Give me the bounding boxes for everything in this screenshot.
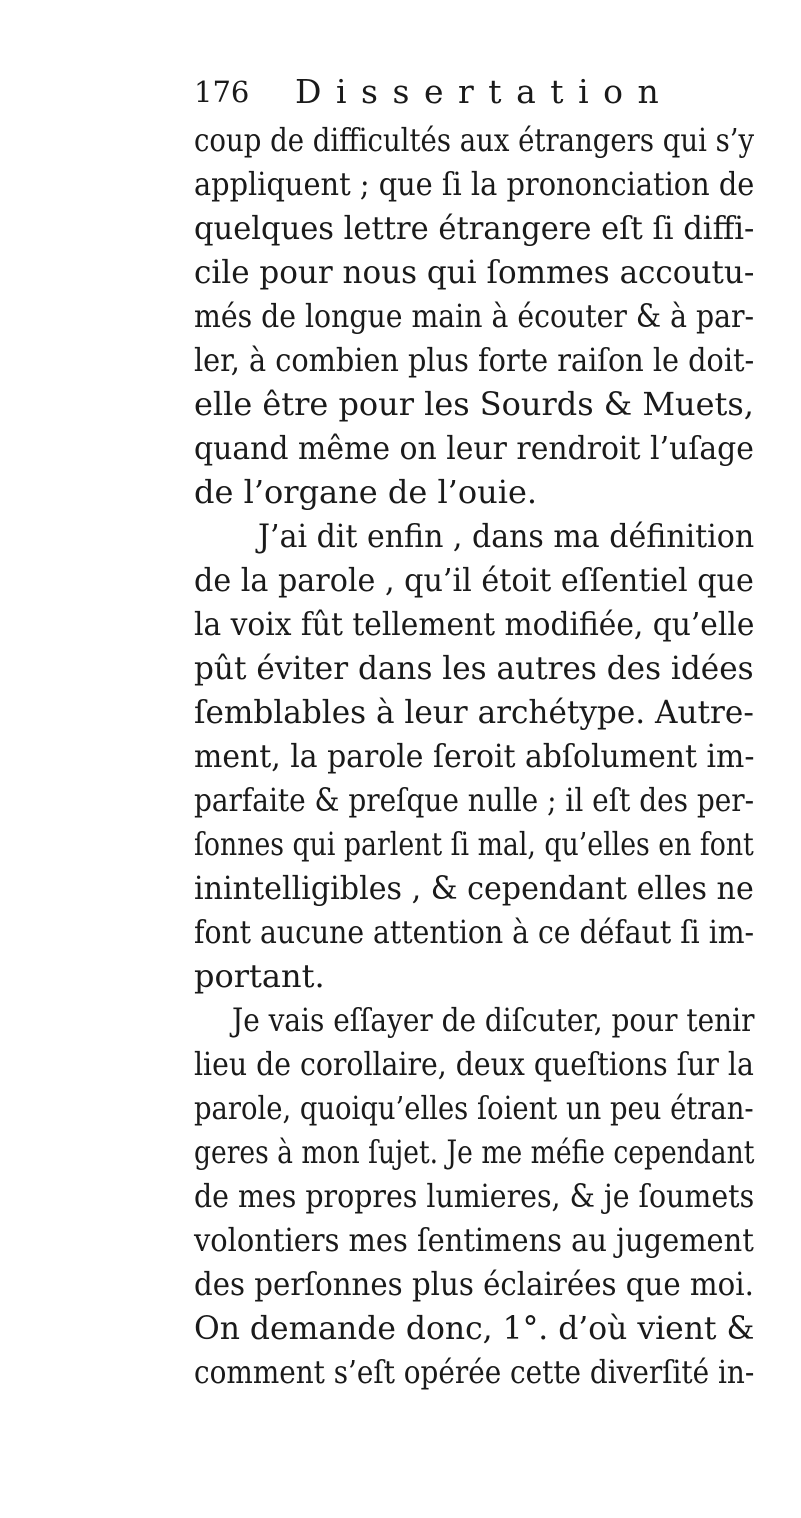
text-line: de l’organe de l’ouie. xyxy=(194,473,538,511)
text-line: la voix fût tellement modifiée, qu’elle xyxy=(194,605,755,643)
text-line: inintelligibles , & cependant elles ne xyxy=(194,869,754,907)
text-line: elle être pour les Sourds & Muets, xyxy=(194,385,754,423)
text-line: ſonnes qui parlent ſi mal, qu’elles en font xyxy=(194,825,754,863)
text-line: portant. xyxy=(194,957,325,995)
text-line: ſemblables à leur archétype. Autre- xyxy=(194,693,754,731)
running-title: Dissertation xyxy=(295,72,674,111)
text-line: quelques lettre étrangere eſt ſi diffi- xyxy=(194,209,755,247)
text-line: pût éviter dans les autres des idées xyxy=(194,649,754,687)
text-line: ler, à combien plus forte raiſon le doit- xyxy=(194,341,755,379)
text-line: parfaite & preſque nulle ; il eſt des per- xyxy=(194,781,755,819)
text-line: de la parole , qu’il étoit eſſentiel que xyxy=(194,561,754,599)
text-line: On demande donc, 1°. d’où vient & xyxy=(194,1309,755,1347)
text-line: Je vais eſſayer de diſcuter, pour tenir xyxy=(232,1001,755,1039)
page-number: 176 xyxy=(194,75,250,109)
page-header xyxy=(194,74,754,110)
text-line: J’ai dit enfin , dans ma définition xyxy=(258,517,755,555)
text-line: des perſonnes plus éclairées que moi. xyxy=(194,1265,754,1303)
text-line: parole, quoiqu’elles ſoient un peu étran- xyxy=(194,1089,754,1127)
text-line: quand même on leur rendroit l’uſage xyxy=(194,429,754,467)
text-line: font aucune attention à ce défaut ſi im- xyxy=(194,913,755,951)
text-line: coup de difficultés aux étrangers qui s’y xyxy=(194,121,755,159)
text-line: comment s’eſt opérée cette diverſité in- xyxy=(194,1353,755,1391)
text-line: cile pour nous qui ſommes accoutu- xyxy=(194,253,755,291)
text-line: de mes propres lumieres, & je ſoumets xyxy=(194,1177,755,1215)
text-line: volontiers mes ſentimens au jugement xyxy=(194,1221,754,1259)
text-line: appliquent ; que ſi la prononciation de xyxy=(194,165,755,203)
text-line: més de longue main à écouter & à par- xyxy=(194,297,755,335)
text-line: lieu de corollaire, deux queſtions ſur la xyxy=(194,1045,754,1083)
text-line: ment, la parole ſeroit abſolument im- xyxy=(194,737,755,775)
text-line: geres à mon ſujet. Je me méfie cependant xyxy=(194,1133,755,1171)
